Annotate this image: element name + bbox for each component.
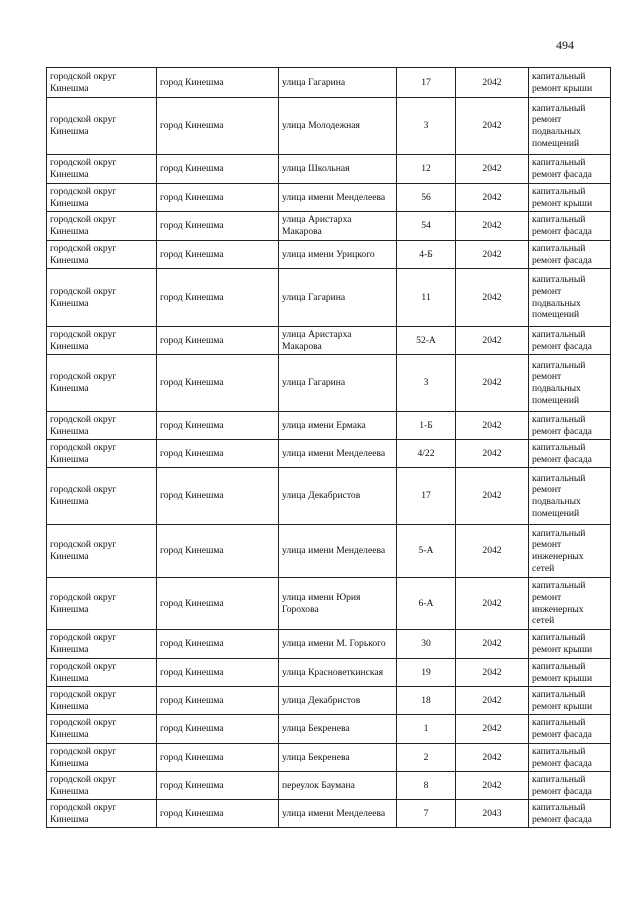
year-cell: 2042 [456,772,529,800]
street-cell: улица Аристарха Макарова [279,327,397,355]
table-row [47,468,611,525]
year-cell: 2042 [456,630,529,659]
year-cell: 2042 [456,184,529,212]
street-cell: переулок Баумана [279,772,397,800]
district-cell: городской округ Кинешма [47,412,157,440]
street-cell: улица Молодежная [279,98,397,155]
city-cell: город Кинешма [157,269,279,327]
district-cell: городской округ Кинешма [47,269,157,327]
work-type-cell: капитальный ремонт крыши [529,184,611,212]
work-type-cell: капитальный ремонт подвальных помещений [529,98,611,155]
work-type-cell: капитальный ремонт инженерных сетей [529,525,611,578]
street-cell: улица имени Ермака [279,412,397,440]
district-cell: городской округ Кинешма [47,241,157,269]
street-cell: улица Красноветкинская [279,659,397,687]
table-row [47,744,611,772]
city-cell: город Кинешма [157,355,279,412]
house-number-cell: 19 [397,659,456,687]
table-body [47,68,611,828]
district-cell: городской округ Кинешма [47,355,157,412]
work-type-cell: капитальный ремонт фасада [529,412,611,440]
year-cell: 2042 [456,715,529,744]
street-cell: улица Декабристов [279,468,397,525]
year-cell: 2042 [456,269,529,327]
house-number-cell: 4/22 [397,440,456,468]
district-cell: городской округ Кинешма [47,687,157,715]
city-cell: город Кинешма [157,578,279,630]
house-number-cell: 30 [397,630,456,659]
city-cell: город Кинешма [157,155,279,184]
city-cell: город Кинешма [157,412,279,440]
street-cell: улица имени Менделеева [279,184,397,212]
work-type-cell: капитальный ремонт фасада [529,440,611,468]
city-cell: город Кинешма [157,327,279,355]
table-row [47,800,611,828]
city-cell: город Кинешма [157,800,279,828]
house-number-cell: 52-А [397,327,456,355]
city-cell: город Кинешма [157,468,279,525]
table-row [47,241,611,269]
district-cell: городской округ Кинешма [47,578,157,630]
district-cell: городской округ Кинешма [47,184,157,212]
table-row [47,184,611,212]
district-cell: городской округ Кинешма [47,715,157,744]
district-cell: городской округ Кинешма [47,525,157,578]
district-cell: городской округ Кинешма [47,468,157,525]
table-row [47,578,611,630]
year-cell: 2042 [456,578,529,630]
street-cell: улица имени Менделеева [279,440,397,468]
work-type-cell: капитальный ремонт фасада [529,241,611,269]
street-cell: улица Декабристов [279,687,397,715]
city-cell: город Кинешма [157,68,279,98]
work-type-cell: капитальный ремонт подвальных помещений [529,269,611,327]
district-cell: городской округ Кинешма [47,744,157,772]
house-number-cell: 6-А [397,578,456,630]
street-cell: улица Бекренева [279,715,397,744]
house-number-cell: 11 [397,269,456,327]
work-type-cell: капитальный ремонт крыши [529,659,611,687]
house-number-cell: 2 [397,744,456,772]
table-row [47,630,611,659]
house-number-cell: 3 [397,355,456,412]
year-cell: 2043 [456,800,529,828]
district-cell: городской округ Кинешма [47,155,157,184]
city-cell: город Кинешма [157,440,279,468]
year-cell: 2042 [456,355,529,412]
district-cell: городской округ Кинешма [47,630,157,659]
city-cell: город Кинешма [157,659,279,687]
year-cell: 2042 [456,744,529,772]
table-row [47,412,611,440]
work-type-cell: капитальный ремонт фасада [529,327,611,355]
district-cell: городской округ Кинешма [47,440,157,468]
house-number-cell: 1-Б [397,412,456,440]
city-cell: город Кинешма [157,715,279,744]
work-type-cell: капитальный ремонт крыши [529,687,611,715]
table-row [47,98,611,155]
year-cell: 2042 [456,659,529,687]
street-cell: улица Гагарина [279,355,397,412]
street-cell: улица имени Урицкого [279,241,397,269]
work-type-cell: капитальный ремонт крыши [529,68,611,98]
house-number-cell: 4-Б [397,241,456,269]
city-cell: город Кинешма [157,212,279,241]
table-row [47,687,611,715]
house-number-cell: 7 [397,800,456,828]
work-type-cell: капитальный ремонт фасада [529,155,611,184]
district-cell: городской округ Кинешма [47,772,157,800]
work-type-cell: капитальный ремонт фасада [529,744,611,772]
work-type-cell: капитальный ремонт фасада [529,212,611,241]
house-number-cell: 1 [397,715,456,744]
year-cell: 2042 [456,412,529,440]
repair-schedule-table [46,67,611,828]
year-cell: 2042 [456,98,529,155]
work-type-cell: капитальный ремонт подвальных помещений [529,355,611,412]
house-number-cell: 54 [397,212,456,241]
house-number-cell: 56 [397,184,456,212]
table-row [47,659,611,687]
city-cell: город Кинешма [157,772,279,800]
house-number-cell: 5-А [397,525,456,578]
house-number-cell: 17 [397,68,456,98]
work-type-cell: капитальный ремонт фасада [529,772,611,800]
table-row [47,440,611,468]
table-row [47,525,611,578]
street-cell: улица имени М. Горького [279,630,397,659]
city-cell: город Кинешма [157,184,279,212]
house-number-cell: 17 [397,468,456,525]
street-cell: улица Гагарина [279,68,397,98]
table-row [47,155,611,184]
year-cell: 2042 [456,525,529,578]
street-cell: улица Школьная [279,155,397,184]
city-cell: город Кинешма [157,687,279,715]
house-number-cell: 18 [397,687,456,715]
house-number-cell: 3 [397,98,456,155]
work-type-cell: капитальный ремонт фасада [529,800,611,828]
year-cell: 2042 [456,440,529,468]
table-row [47,355,611,412]
street-cell: улица Аристарха Макарова [279,212,397,241]
table-row [47,772,611,800]
work-type-cell: капитальный ремонт фасада [529,715,611,744]
year-cell: 2042 [456,155,529,184]
table-row [47,327,611,355]
street-cell: улица имени Менделеева [279,525,397,578]
house-number-cell: 12 [397,155,456,184]
year-cell: 2042 [456,68,529,98]
city-cell: город Кинешма [157,525,279,578]
page-number: 494 [556,38,574,52]
work-type-cell: капитальный ремонт подвальных помещений [529,468,611,525]
work-type-cell: капитальный ремонт крыши [529,630,611,659]
year-cell: 2042 [456,687,529,715]
street-cell: улица имени Юрия Горохова [279,578,397,630]
year-cell: 2042 [456,327,529,355]
district-cell: городской округ Кинешма [47,800,157,828]
year-cell: 2042 [456,468,529,525]
district-cell: городской округ Кинешма [47,327,157,355]
table-row [47,269,611,327]
table-row [47,68,611,98]
street-cell: улица Гагарина [279,269,397,327]
year-cell: 2042 [456,241,529,269]
house-number-cell: 8 [397,772,456,800]
city-cell: город Кинешма [157,744,279,772]
district-cell: городской округ Кинешма [47,68,157,98]
city-cell: город Кинешма [157,630,279,659]
city-cell: город Кинешма [157,98,279,155]
city-cell: город Кинешма [157,241,279,269]
district-cell: городской округ Кинешма [47,212,157,241]
work-type-cell: капитальный ремонт инженерных сетей [529,578,611,630]
street-cell: улица имени Менделеева [279,800,397,828]
district-cell: городской округ Кинешма [47,98,157,155]
street-cell: улица Бекренева [279,744,397,772]
table-row [47,715,611,744]
table-row [47,212,611,241]
year-cell: 2042 [456,212,529,241]
district-cell: городской округ Кинешма [47,659,157,687]
